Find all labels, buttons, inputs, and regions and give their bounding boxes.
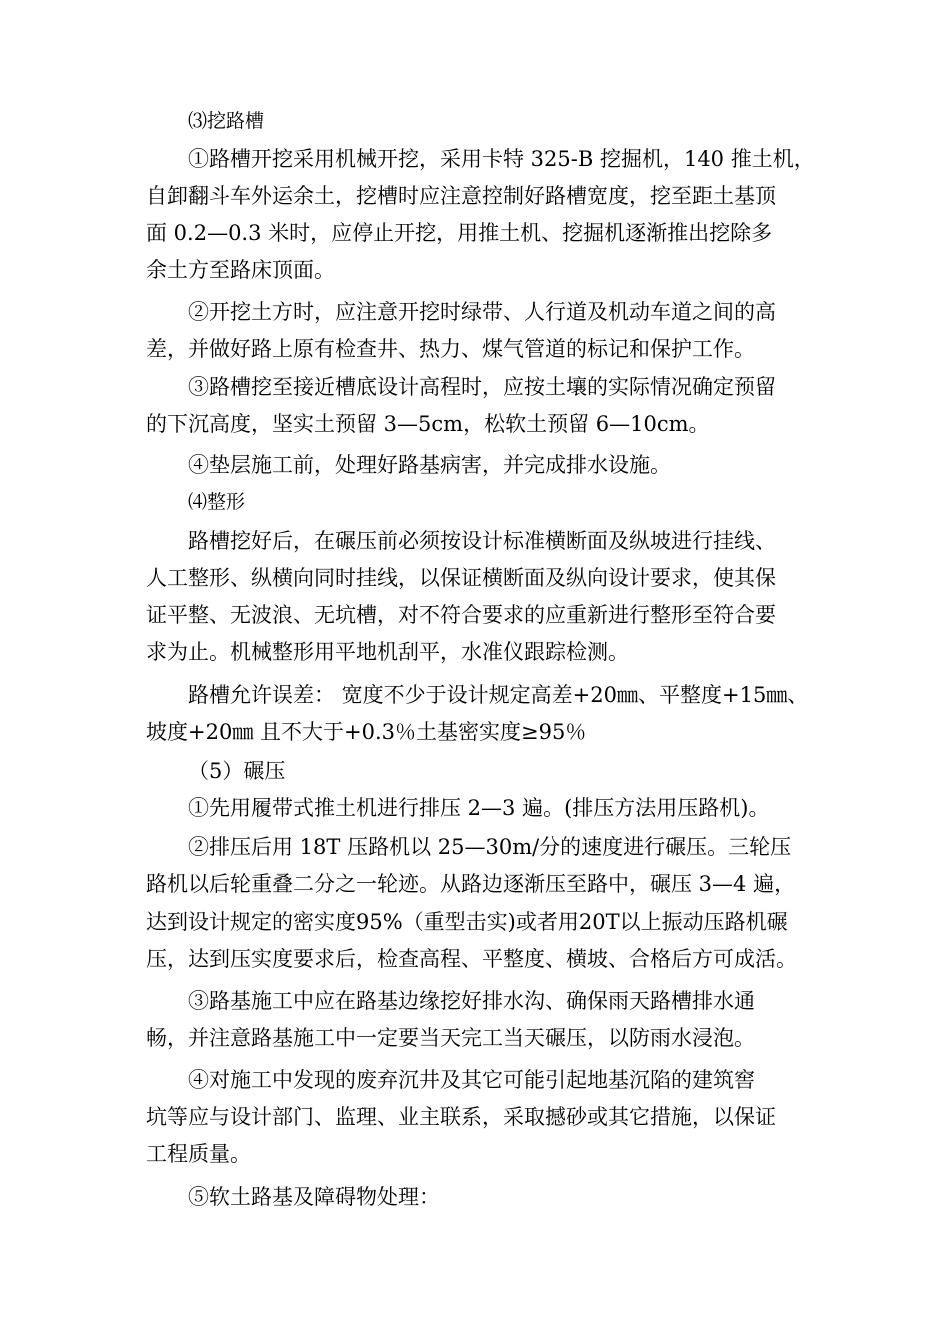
paragraph-line: 坡度+20㎜ 且不大于+0.3％土基密实度≥95％	[146, 720, 587, 744]
paragraph-line: 工程质量。	[146, 1142, 251, 1166]
paragraph-line: 证平整、无波浪、无坑槽，对不符合要求的应重新进行整形至符合要	[146, 603, 776, 627]
paragraph-line: 面 0.2—0.3 米时，应停止开挖，用推土机、挖掘机逐渐推出挖除多	[146, 221, 773, 245]
paragraph-line: ②排压后用 18T 压路机以 25—30m/分的速度进行碾压。三轮压	[188, 835, 792, 859]
paragraph-line: 的下沉高度，坚实土预留 3—5cm，松软土预留 6—10cm。	[146, 412, 710, 436]
paragraph-line: ④垫层施工前，处理好路基病害，并完成排水设施。	[188, 453, 671, 477]
paragraph-line: 路槽挖好后，在碾压前必须按设计标准横断面及纵坡进行挂线、	[188, 529, 776, 553]
paragraph-line: 求为止。机械整形用平地机刮平，水准仪跟踪检测。	[146, 640, 629, 664]
paragraph-line: 路槽允许误差： 宽度不少于设计规定高差+20㎜、平整度+15㎜、	[188, 683, 809, 707]
paragraph-line: 坑等应与设计部门、监理、业主联系，采取撼砂或其它措施，以保证	[146, 1105, 776, 1129]
paragraph-line: 人工整形、纵横向同时挂线，以保证横断面及纵向设计要求，使其保	[146, 566, 776, 590]
paragraph-line: ③路基施工中应在路基边缘挖好排水沟、确保雨天路槽排水通	[188, 989, 755, 1013]
paragraph-line: ②开挖土方时，应注意开挖时绿带、人行道及机动车道之间的高	[188, 300, 776, 324]
paragraph-line: 达到设计规定的密实度95%（重型击实)或者用20T以上振动压路机碾	[146, 910, 788, 934]
paragraph-line: 差，并做好路上原有检查井、热力、煤气管道的标记和保护工作。	[146, 337, 755, 361]
paragraph-line: 自卸翻斗车外运余土，挖槽时应注意控制好路槽宽度，挖至距土基顶	[146, 184, 776, 208]
section-heading-shaping: ⑷整形	[188, 491, 246, 513]
paragraph-line: ④对施工中发现的废弃沉井及其它可能引起地基沉陷的建筑窖	[188, 1068, 755, 1092]
paragraph-line: 压，达到压实度要求后，检查高程、平整度、横坡、合格后方可成活。	[146, 947, 797, 971]
section-heading-dig-trench: ⑶挖路槽	[188, 110, 265, 132]
paragraph-line: ③路槽挖至接近槽底设计高程时，应按土壤的实际情况确定预留	[188, 375, 776, 399]
paragraph-line: 路机以后轮重叠二分之一轮迹。从路边逐渐压至路中，碾压 3—4 遍，	[146, 872, 796, 896]
paragraph-line: ⑤软土路基及障碍物处理：	[188, 1185, 440, 1209]
paragraph-line: 余土方至路床顶面。	[146, 258, 335, 282]
paragraph-line: 畅，并注意路基施工中一定要当天完工当天碾压，以防雨水浸泡。	[146, 1026, 755, 1050]
paragraph-line: ①先用履带式推土机进行排压 2—3 遍。(排压方法用压路机)。	[188, 796, 770, 820]
section-heading-rolling: （5）碾压	[188, 759, 286, 783]
paragraph-line: ①路槽开挖采用机械开挖，采用卡特 325-B 挖掘机，140 推土机，	[188, 147, 815, 171]
